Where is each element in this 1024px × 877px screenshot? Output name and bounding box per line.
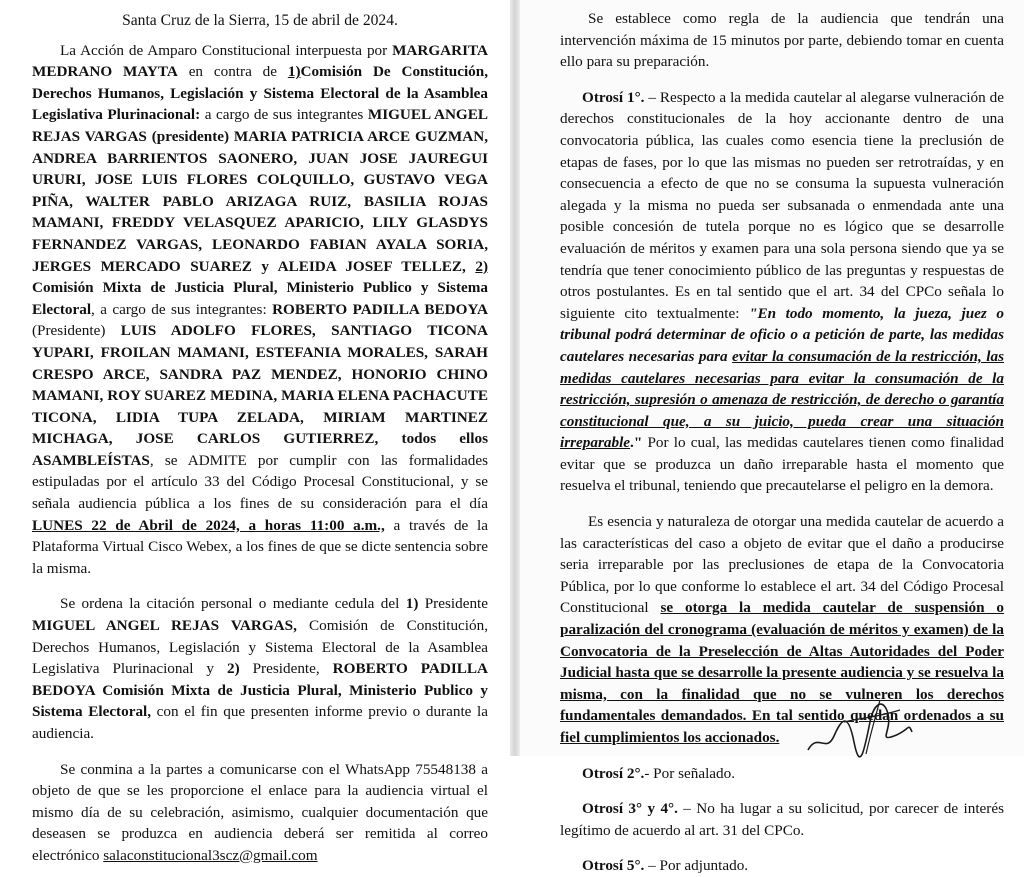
citation-paragraph — [32, 593, 488, 744]
text-run: Por lo cual, las medidas cautelares tienen como finalidad evitar que se produzca un daño irreparable hasta el momento que resuelva el tribunal, teniendo que precautelarse el peligro en la demora. — [560, 434, 1004, 495]
otrosi-label: Otrosí 5°. — [582, 857, 645, 875]
text-run: con el fin que presenten informe previo o durante la audiencia. — [32, 703, 488, 742]
left-page — [0, 0, 508, 864]
email-link[interactable]: salaconstitucional3scz@gmail.com — [103, 846, 318, 864]
otrosi-5 — [560, 855, 1004, 877]
otrosi-3-4 — [560, 798, 1004, 841]
president-name: ROBERTO PADILLA BEDOYA Comisión Mixta de Justicia Plural, Ministerio Publico y Sistema Electoral, — [32, 660, 488, 721]
hearing-rule-paragraph: Se establece como regla de la audiencia que tendrán una intervención máxima de 15 minutos por parte, debiendo tomar en cuenta ello para su preparación. — [560, 10, 1004, 71]
page-divider — [510, 0, 520, 756]
text-run: Presidente — [418, 595, 489, 613]
text-run: , a cargo de sus integrantes: — [91, 300, 273, 318]
item-number: 1) — [287, 63, 301, 81]
item-number: 2) — [226, 660, 240, 678]
text-run: Presidente, — [239, 660, 333, 678]
text-run: La Acción de Amparo Constitucional interpuesta por — [60, 41, 393, 59]
hearing-date: LUNES 22 de Abril de 2024, a horas 11:00 a.m., — [32, 516, 385, 534]
text-run: – No ha lugar a su solicitud, por carecer de interés legítimo de acuerdo al art. 31 del CPCo. — [560, 800, 1004, 839]
text-run: a través de la Plataforma Virtual Cisco Webex, a los fines de que se dicte sentencia sobre la misma. — [32, 516, 488, 577]
commission-members: MIGUEL ANGEL REJAS VARGAS (presidente) MARIA PATRICIA ARCE GUZMAN, ANDREA BARRIENTOS SAONERO, JUAN JOSE JAUREGUI URURI, JOSE LUIS FLORES COLQUILLO, GUSTAVO VEGA PIÑA, WALTER PABLO ARIZAGA RUIZ, BASILIA ROJAS MAMANI, FREDDY VELASQUEZ APARICIO, LILY GLASDYS FERNANDEZ VARGAS, LEONARDO FABIAN AYALA SORIA, JERGES MERCADO SUAREZ y ALEIDA JOSEF TELLEZ, — [32, 106, 488, 275]
text-run: , se ADMITE por cumplir con las formalidades estipuladas por el artículo 33 del Código Procesal Constitucional, y se señala audiencia pública a los fines de su consideración para el día — [32, 451, 488, 513]
right-page — [520, 0, 1024, 875]
text-run: Es esencia y naturaleza de otorgar una medida cautelar de acuerdo a las características del caso a objeto de evitar que el daño a producirse seria irreparable por las preclusiones de etapa de la Convocatoria Pública, por lo que conforme lo establece el art. 34 del Código Procesal Constitucional — [560, 513, 1004, 617]
commission-name: Comisión De Constitución, Derechos Humanos, Legislación y Sistema Electoral de la Asamblea Legislativa Plurinacional: — [32, 63, 488, 124]
quote-underlined: evitar la consumación de la restricción, las medidas cautelares necesarias para evitar la consumación de la restricción, supresión o amenaza de restricción, de derecho o garantía constitucional que, a su juicio, pueda crear una situación irreparable — [560, 347, 1004, 452]
text-run: Comisión de Constitución, Derechos Humanos, Legislación y Sistema Electoral de la Asamblea Legislativa Plurinacional y — [32, 617, 488, 678]
quote-close: ." — [630, 434, 643, 452]
commission-name: Comisión Mixta de Justicia Plural, Ministerio Publico y Sistema Electoral — [32, 279, 488, 318]
item-number: 2) — [475, 257, 488, 275]
item-number: 1) — [405, 595, 419, 613]
measure-ruling: se otorga la medida cautelar de suspensión o paralización del cronograma (evaluación de méritos y examen) de la Convocatoria de la Preselección de Altas Autoridades del Poder Judicial hasta que se desarrolle la presente audiencia y se resuelva la misma, con la finalidad que no se vulneren los derechos fundamentales demandados. En tal sentido quedan ordenados a su fiel cumplimientos los accionados. — [560, 599, 1005, 746]
text-run: – Por adjuntado. — [644, 857, 749, 875]
president-name: ROBERTO PADILLA BEDOYA — [272, 300, 488, 318]
plaintiff-name: MARGARITA MEDRANO MAYTA — [32, 41, 488, 81]
otrosi-label: Otrosí 3° y 4°. — [582, 800, 678, 818]
otrosi-label: Otrosí 2°. — [582, 764, 645, 782]
text-run: (Presidente) — [32, 322, 121, 340]
text-run: – Respecto a la medida cautelar al alegarse vulneración de derechos constitucionales de la hoy accionante dentro de una convocatoria pública, las cuales como esencia tiene la preclusión de etapas de fases, por lo que las mismas no pueden ser retrotraídas, y en consecuencia a efecto de que no se consuma la supuesta vulneración alegada y la misma no pueda ser subsanada o enmendada ante una posible concesión de tutela porque no es lógico que se desarrolle evaluación de méritos y examen para una sola persona siendo que ya se tendría que tener conocimiento público de las preguntas y respuestas de otros postulantes. Es en tal sentido que el art. 34 del CPCo señala lo siguiente cito textualmente: — [560, 88, 1004, 322]
handwritten-signature — [804, 692, 914, 756]
president-name: MIGUEL ANGEL REJAS VARGAS, — [32, 617, 297, 635]
document-date: Santa Cruz de la Sierra, 15 de abril de 2024. — [122, 12, 398, 29]
admission-paragraph — [32, 40, 488, 580]
commission-members: LUIS ADOLFO FLORES, SANTIAGO TICONA YUPARI, FROILAN MAMANI, ESTEFANIA MORALES, SARAH CRESPO ARCE, SANDRA PAZ MENDEZ, HONORIO CHINO MAMANI, ROY SUAREZ MEDINA, MARIA ELENA PACHACUTE TICONA, LIDIA TUPA ZELADA, MIRIAM MARTINEZ MICHAGA, JOSE CARLOS GUTIERREZ, todos ellos ASAMBLEÍSTAS — [32, 322, 488, 469]
contact-paragraph — [32, 759, 488, 867]
text-run: - Por señalado. — [644, 764, 736, 782]
text-run: Se ordena la citación personal o mediante cedula del — [60, 595, 406, 613]
otrosi-1-paragraph — [560, 87, 1004, 497]
text-run: en contra de — [177, 63, 288, 81]
text-run: Se conmina a la partes a comunicarse con el WhatsApp 75548138 a objeto de que se les proporcione el enlace para la audiencia virtual el mismo día de su celebración, asimismo, cualquier documentación que deseasen se produzca en audiencia deberá ser remitida al correo electrónico — [32, 760, 488, 864]
text-run: a cargo de sus integrantes — [200, 106, 368, 124]
otrosi-2 — [560, 763, 1004, 785]
otrosi-label: Otrosí 1°. — [582, 88, 645, 106]
quote-text: "En todo momento, la jueza, juez o tribunal podrá determinar de oficio o a petición de parte, las medidas cautelares necesarias para — [560, 304, 1005, 365]
measure-paragraph — [560, 511, 1004, 749]
